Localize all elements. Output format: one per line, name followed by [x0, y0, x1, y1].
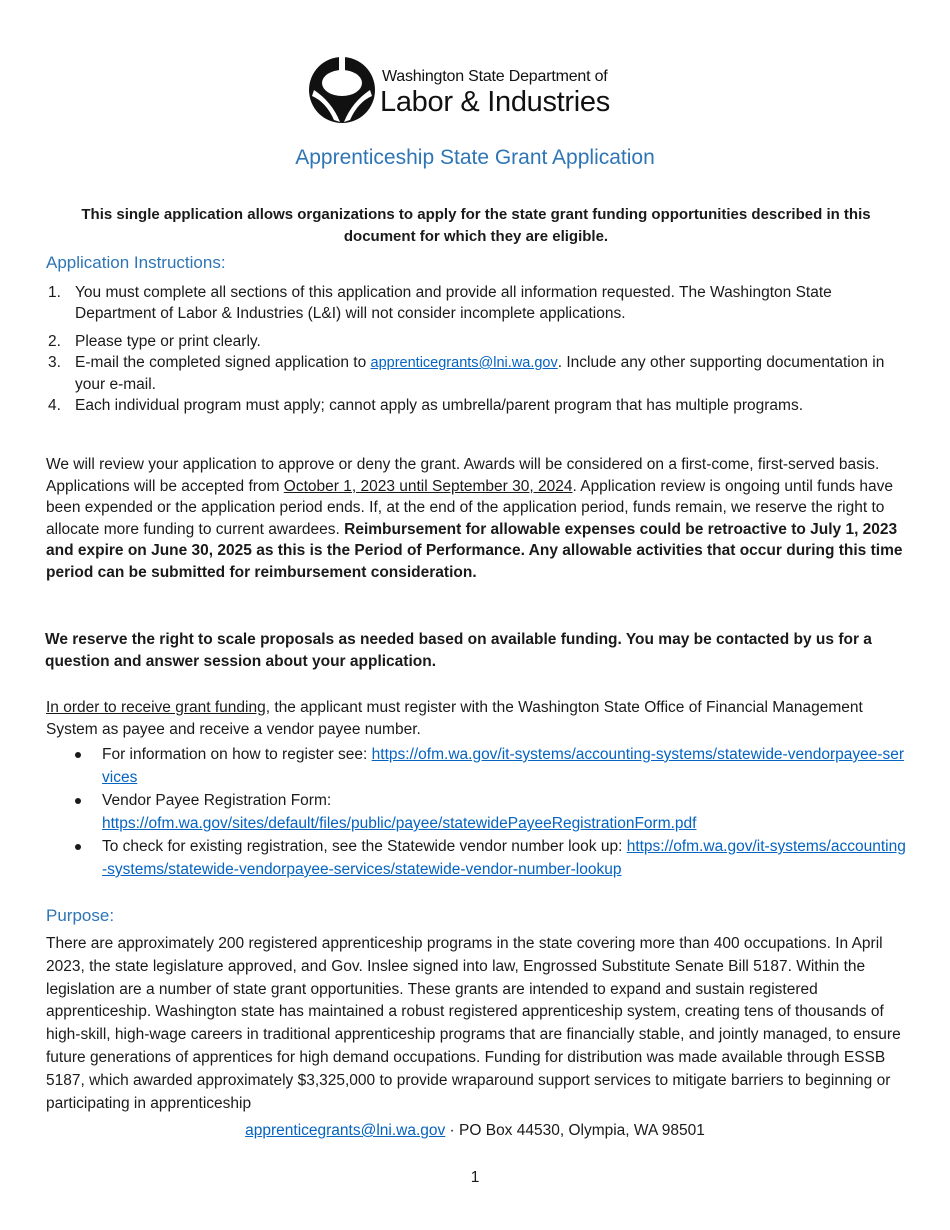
list-number: 1.: [48, 284, 61, 301]
list-item-text: Please type or print clearly.: [75, 333, 261, 350]
footer-email-link[interactable]: apprenticegrants@lni.wa.gov: [245, 1122, 446, 1139]
list-item-text: . Include any other supporting documentation in your e-mail.: [75, 354, 885, 393]
list-item: [46, 395, 906, 416]
purpose-heading: Purpose:: [46, 906, 115, 925]
bullet-icon: [75, 752, 81, 758]
list-item-text: Each individual program must apply; cannot apply as umbrella/parent program that has multiple programs.: [75, 397, 804, 414]
reserve-paragraph: We reserve the right to scale proposals as needed based on available funding. You may be contacted by us for a question and answer session about your application.: [45, 631, 872, 670]
review-paragraph: [46, 454, 916, 584]
footer-address: · PO Box 44530, Olympia, WA 98501: [445, 1122, 705, 1139]
bullet-text: Vendor Payee Registration Form:: [102, 792, 332, 809]
list-item: [46, 789, 906, 835]
register-bullet-list: [46, 743, 906, 881]
logo-line-1: Washington State Department of: [382, 68, 608, 85]
review-text: We will review your application to approve or deny the grant. Awards will be considered on a first-come, first-served basis. Applications will be accepted from: [46, 456, 880, 495]
list-item-text: You must complete all sections of this application and provide all information requested. The Washington State Department of Labor & Industries (L&I) will not consider incomplete applications.: [75, 284, 832, 322]
list-item: [46, 282, 906, 324]
instructions-list: [46, 282, 906, 416]
logo-line-2: Labor & Industries: [380, 86, 610, 118]
lni-logo-icon: [306, 56, 378, 124]
intro-statement: This single application allows organizations to apply for the state grant funding opportunities described in this document for which they are eligible.: [81, 206, 871, 245]
register-info-link[interactable]: https://ofm.wa.gov/it-systems/accounting-systems/statewide-vendorpayee-services: [102, 746, 905, 786]
bullet-text: To check for existing registration, see the Statewide vendor number look up:: [102, 838, 627, 855]
vendor-lookup-link[interactable]: https://ofm.wa.gov/it-systems/accounting-systems/statewide-vendorpayee-services/statewide-vendor-number-lookup: [102, 838, 906, 878]
page-title: Apprenticeship State Grant Application: [295, 146, 655, 169]
list-item: [46, 352, 906, 395]
application-dates: October 1, 2023 until September 30, 2024: [283, 477, 573, 495]
payee-form-link[interactable]: https://ofm.wa.gov/sites/default/files/public/payee/statewidePayeeRegistrationForm.pdf: [102, 815, 697, 832]
page-footer: [0, 1122, 950, 1140]
email-link[interactable]: apprenticegrants@lni.wa.gov: [370, 355, 558, 371]
review-text: . Application review is ongoing until funds have been expended or the application period ends. If, at the end of the application period, funds remain, we reserve the right to allocate more funding to current awardees.: [46, 477, 894, 538]
list-item: [46, 835, 906, 881]
list-number: 2.: [48, 333, 61, 350]
register-paragraph: [46, 697, 916, 740]
register-underlined: In order to receive grant funding: [46, 699, 266, 716]
purpose-paragraph: There are approximately 200 registered apprenticeship programs in the state covering more than 400 occupations. In April 2023, the state legislature approved, and Gov. Inslee signed into law, Engrossed Substitute Senate Bill 5187. Within the legislation are a number of state grant opportunities. These grants are intended to expand and sustain registered apprenticeship. Washington state has maintained a robust registered apprenticeship system, creating tens of thousands of high-skill, high-wage careers in traditional apprenticeship programs that are financially stable, and jointly managed, to ensure future generations of apprentices for high demand occupations. Funding for distribution was made available through ESSB 5187, which awarded approximately $3,325,000 to provide wraparound support services to mitigate barriers to beginning or participating in apprenticeship: [46, 935, 901, 1112]
bullet-icon: [75, 844, 81, 850]
period-of-performance-text: Reimbursement for allowable expenses could be retroactive to July 1, 2023 and expire on June 30, 2025 as this is the Period of Performance. Any allowable activities that occur during this time period can be submitted for reimbursement consideration.: [46, 520, 903, 581]
list-number: 4.: [48, 397, 61, 414]
lni-logo: [306, 56, 626, 126]
list-item: [46, 331, 906, 352]
bullet-text: For information on how to register see:: [102, 746, 372, 763]
list-number: 3.: [48, 354, 61, 371]
register-text: , the applicant must register with the Washington State Office of Financial Management System as payee and receive a vendor payee number.: [46, 699, 863, 738]
page-number: 1: [470, 1169, 480, 1186]
bullet-icon: [75, 798, 81, 804]
list-item-text: E-mail the completed signed application to: [75, 354, 371, 371]
instructions-heading: Application Instructions:: [46, 253, 226, 272]
list-item: [46, 743, 906, 789]
